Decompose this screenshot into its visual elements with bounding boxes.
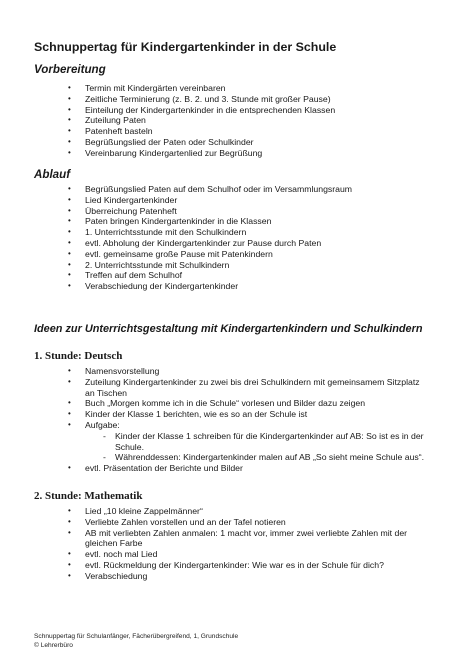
ablauf-list <box>0 184 352 292</box>
dash-icon: - <box>103 452 106 463</box>
list-item: • Lied „10 kleine Zappelmänner“ <box>68 506 203 516</box>
bullet-icon: • <box>68 93 71 103</box>
bullet-icon: • <box>68 248 71 258</box>
list-item: • Patenheft basteln <box>68 126 153 137</box>
bullet-icon: • <box>68 419 71 429</box>
section-heading-ablauf: Ablauf <box>34 168 71 181</box>
sub-heading-mathematik: 2. Stunde: Mathematik <box>34 490 143 502</box>
list-item: • Verabschiedung <box>68 570 148 581</box>
list-item: • Buch „Morgen komme ich in die Schule“ vorlesen und Bilder dazu zeigen <box>68 398 366 409</box>
bullet-icon: • <box>68 216 71 226</box>
bullet-icon: • <box>68 184 71 193</box>
bullet-icon: • <box>68 398 71 408</box>
bullet-icon: • <box>68 376 71 386</box>
page-footer <box>34 632 238 650</box>
bullet-icon: • <box>68 506 71 515</box>
list-item: • Treffen auf dem Schulhof <box>68 270 183 281</box>
list-item: • Kinder der Klasse 1 berichten, wie es so an der Schule ist <box>68 409 308 420</box>
section-heading-ideen: Ideen zur Unterrichtsgestaltung mit Kindergartenkindern und Schulkindern <box>34 323 423 335</box>
bullet-icon: • <box>68 463 71 473</box>
list-item: • 1. Unterrichtsstunde mit den Schulkindern <box>68 227 247 238</box>
footer-copyright: © Lehrerbüro <box>34 642 73 649</box>
bullet-icon: • <box>68 227 71 237</box>
list-item: • Paten bringen Kindergartenkinder in die Klassen <box>68 216 272 227</box>
list-item: • Überreichung Patenheft <box>68 205 177 216</box>
subtask-list <box>85 431 424 463</box>
vorbereitung-list <box>0 83 335 159</box>
list-item: • Verliebte Zahlen vorstellen und an der Tafel notieren <box>68 516 286 527</box>
list-item: • Zuteilung Kindergartenkinder zu zwei bis drei Schulkindern mit gemeinsamem Sitzplatz an Tischen <box>68 376 420 398</box>
bullet-icon: • <box>68 194 71 204</box>
bullet-icon: • <box>68 549 71 559</box>
list-item: • 2. Unterrichtsstunde mit Schulkindern <box>68 259 230 270</box>
bullet-icon: • <box>68 527 71 537</box>
bullet-icon: • <box>68 409 71 419</box>
list-item: • AB mit verliebten Zahlen anmalen: 1 macht vor, immer zwei verliebte Zahlen mit der gleichen Farbe <box>68 527 408 549</box>
section-heading-vorbereitung: Vorbereitung <box>34 63 106 76</box>
list-item: • Verabschiedung der Kindergartenkinder <box>68 281 239 292</box>
list-item: • evtl. Rückmeldung der Kindergartenkinder: Wie war es in der Schule für dich? <box>68 559 384 570</box>
list-item: • Zuteilung Paten <box>68 115 146 126</box>
list-item: • Lied Kindergartenkinder <box>68 194 178 205</box>
list-item: • evtl. Abholung der Kindergartenkinder zur Pause durch Paten <box>68 237 322 248</box>
mathematik-list <box>0 506 407 582</box>
bullet-icon: • <box>68 115 71 125</box>
bullet-icon: • <box>68 559 71 569</box>
footer-line: Schnuppertag für Schulanfänger, Fächerübergreifend, 1, Grundschule <box>34 633 239 640</box>
deutsch-list <box>0 366 424 474</box>
list-item: • Namensvorstellung <box>68 366 160 376</box>
list-item: • Aufgabe: - Kinder der Klasse 1 schreiben für die Kindergartenkinder auf AB: So ist es in der Schule. - Währenddessen: Kindergartenkinder malen auf AB „So sieht meine Schule aus“. <box>0 420 424 463</box>
bullet-icon: • <box>68 270 71 280</box>
bullet-icon: • <box>68 366 71 375</box>
sub-heading-deutsch: 1. Stunde: Deutsch <box>34 350 123 362</box>
list-item: • Termin mit Kindergärten vereinbaren <box>68 83 226 93</box>
bullet-icon: • <box>68 237 71 247</box>
bullet-icon: • <box>68 205 71 215</box>
subtask-item: - Währenddessen: Kindergartenkinder malen auf AB „So sieht meine Schule aus“. <box>103 452 425 463</box>
bullet-icon: • <box>68 570 71 580</box>
list-item: • Einteilung der Kindergartenkinder in die entsprechenden Klassen <box>68 104 336 115</box>
subtask-item: - Kinder der Klasse 1 schreiben für die Kindergartenkinder auf AB: So ist es in der Schule. <box>103 430 424 452</box>
bullet-icon: • <box>68 136 71 146</box>
bullet-icon: • <box>68 126 71 136</box>
list-item: • Begrüßungslied der Paten oder Schulkinder <box>68 136 254 147</box>
dash-icon: - <box>103 430 106 441</box>
list-item: • evtl. gemeinsame große Pause mit Patenkindern <box>68 248 273 259</box>
bullet-icon: • <box>68 147 71 157</box>
bullet-icon: • <box>68 104 71 114</box>
document-title: Schnuppertag für Kindergartenkinder in der Schule <box>34 40 337 54</box>
list-item: • Begrüßungslied Paten auf dem Schulhof oder im Versammlungsraum <box>68 184 353 194</box>
list-item: • Zeitliche Terminierung (z. B. 2. und 3. Stunde mit großer Pause) <box>68 93 331 104</box>
bullet-icon: • <box>68 259 71 269</box>
list-item: • Vereinbarung Kindergartenlied zur Begrüßung <box>68 147 263 158</box>
list-item: • evtl. Präsentation der Berichte und Bilder <box>68 463 243 474</box>
bullet-icon: • <box>68 516 71 526</box>
list-item: • evtl. noch mal Lied <box>68 549 158 560</box>
bullet-icon: • <box>68 83 71 92</box>
bullet-icon: • <box>68 281 71 291</box>
